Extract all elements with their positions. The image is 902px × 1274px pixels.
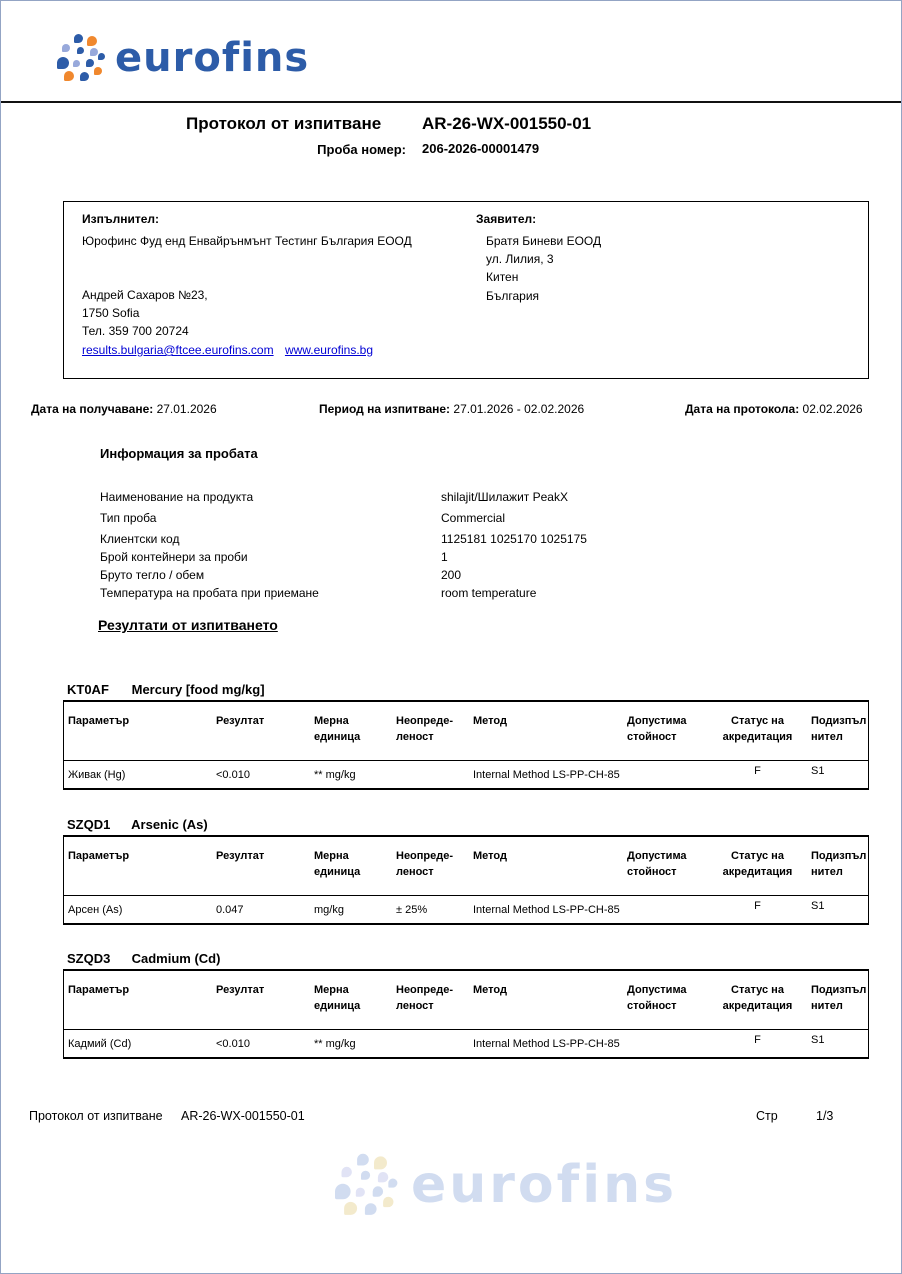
sample-info-label: Тип проба [100,511,157,525]
sample-info-value: 1125181 1025170 1025175 [441,532,587,546]
result-table-caption [63,682,869,698]
date-received-value: 27.01.2026 [156,402,217,416]
executor-label: Изпълнител: [82,212,160,226]
footer-page-label: Стр [756,1109,778,1123]
cell-limit [623,896,714,923]
cell-subcontractor: S1 [811,900,825,912]
cell-parameter: Живак (Hg) [68,769,126,781]
result-table-box [63,700,869,790]
col-result: Резултат [216,984,265,996]
col-uncertainty: Неопреде- леност [396,850,454,878]
cell-uncertainty [392,1030,469,1057]
result-table-header [64,837,868,896]
protocol-date [685,402,863,416]
test-name: Arsenic (As) [131,817,208,832]
col-limit: Допустима стойност [627,715,687,743]
col-accreditation: Статус на акредитация [722,984,793,1012]
eurofins-logo [57,29,309,87]
cell-uncertainty [392,761,469,788]
eurofins-logo-text: eurofins [115,35,310,81]
result-table-box [63,969,869,1059]
executor-address-line1: Андрей Сахаров №23, [82,288,208,302]
col-unit: Мерна единица [314,850,361,878]
cell-result: <0.010 [216,1038,250,1050]
col-method: Метод [473,850,507,862]
sample-info-value: 1 [441,550,448,564]
cell-uncertainty: ± 25% [396,904,428,916]
protocol-date-value: 02.02.2026 [802,402,863,416]
cell-result: <0.010 [216,769,250,781]
col-accreditation: Статус на акредитация [722,715,793,743]
cell-unit: mg/kg [314,904,344,916]
sample-info-title: Информация за пробата [100,446,258,461]
sample-number-label: Проба номер: [317,142,406,157]
col-parameter: Параметър [68,984,130,996]
sample-info-row [100,567,740,585]
executor-address-line2: 1750 Sofia [82,306,140,320]
client-address-line1: ул. Лилия, 3 [486,252,554,266]
sample-info-value: 200 [441,568,462,582]
footer-doc-label: Протокол от изпитване [29,1109,163,1123]
cell-result: 0.047 [216,904,244,916]
result-table-header [64,971,868,1030]
test-code: SZQD1 [67,817,111,832]
col-uncertainty: Неопреде- леност [396,715,454,743]
eurofins-logo-icon [57,34,105,82]
result-table-header [64,702,868,761]
result-table-arsenic [63,817,869,925]
executor-company: Юрофинс Фуд енд Енвайрънмънт Тестинг България ЕООД [82,234,412,248]
cell-limit [623,761,714,788]
col-unit: Мерна единица [314,715,361,743]
footer-page-value: 1/3 [816,1109,834,1123]
sample-info-row [100,510,740,528]
cell-subcontractor: S1 [811,1034,825,1046]
eurofins-watermark [335,1155,677,1215]
client-label: Заявител: [476,212,537,226]
cell-parameter: Кадмий (Cd) [68,1038,132,1050]
footer-doc-number: AR-26-WX-001550-01 [181,1109,305,1123]
cell-accreditation: F [754,765,761,777]
sample-info-label: Брой контейнери за проби [100,550,248,564]
result-table-caption [63,817,869,833]
sample-info-value: shilajit/Шилажит PeakX [441,490,568,504]
executor-phone: Тел. 359 700 20724 [82,324,189,338]
sample-info-value: room temperature [441,586,537,600]
col-unit: Мерна единица [314,984,361,1012]
col-uncertainty: Неопреде- леност [396,984,454,1012]
result-table-mercury [63,682,869,790]
report-number: AR-26-WX-001550-01 [422,114,592,133]
executor-email-link[interactable]: results.bulgaria@ftcee.eurofins.com [82,343,274,357]
cell-unit: ** mg/kg [314,1038,356,1050]
test-period [319,402,584,416]
sample-info-value: Commercial [441,511,506,525]
sample-info-label: Наименование на продукта [100,490,254,504]
cell-accreditation: F [754,1034,761,1046]
result-table-cadmium [63,951,869,1059]
client-address-line3: България [486,289,540,303]
col-method: Метод [473,715,507,727]
sample-number-value: 206-2026-00001479 [422,141,540,156]
header-divider [1,101,902,103]
test-code: KT0AF [67,682,109,697]
result-row [64,896,868,923]
sample-info-label: Бруто тегло / обем [100,568,205,582]
parties-box [63,201,869,379]
col-parameter: Параметър [68,850,130,862]
protocol-date-label: Дата на протокола: [685,402,800,416]
sample-info-row [100,489,740,507]
test-name: Mercury [food mg/kg] [131,682,265,697]
col-subcontractor: Подизпъл нител [811,984,867,1012]
cell-method: Internal Method LS-PP-CH-85 [473,1038,620,1050]
col-subcontractor: Подизпъл нител [811,715,867,743]
col-result: Резултат [216,715,265,727]
client-name: Братя Биневи ЕООД [486,234,602,248]
test-period-label: Период на изпитване: [319,402,451,416]
sample-info-label: Клиентски код [100,532,180,546]
executor-links [82,341,373,359]
cell-accreditation: F [754,900,761,912]
eurofins-watermark-icon [335,1154,397,1216]
cell-subcontractor: S1 [811,765,825,777]
result-table-box [63,835,869,925]
document-title: Протокол от изпитване [186,114,382,133]
col-accreditation: Статус на акредитация [722,850,793,878]
result-table-caption [63,951,869,967]
sample-info-label: Температура на пробата при приемане [100,586,319,600]
cell-parameter: Арсен (As) [68,904,123,916]
sample-info-row [100,549,740,567]
col-parameter: Параметър [68,715,130,727]
result-row [64,1030,868,1057]
col-result: Резултат [216,850,265,862]
cell-method: Internal Method LS-PP-CH-85 [473,904,620,916]
eurofins-watermark-text: eurofins [411,1155,678,1215]
client-address-line2: Китен [486,270,519,284]
results-title: Резултати от изпитването [98,617,278,633]
cell-method: Internal Method LS-PP-CH-85 [473,769,620,781]
sample-info-row [100,585,740,603]
test-code: SZQD3 [67,951,111,966]
col-limit: Допустима стойност [627,850,687,878]
result-row [64,761,868,788]
cell-unit: ** mg/kg [314,769,356,781]
executor-website-link[interactable]: www.eurofins.bg [284,343,373,357]
test-name: Cadmium (Cd) [131,951,221,966]
col-limit: Допустима стойност [627,984,687,1012]
cell-limit [623,1030,714,1057]
date-received-label: Дата на получаване: [31,402,154,416]
col-method: Метод [473,984,507,996]
col-subcontractor: Подизпъл нител [811,850,867,878]
date-received [31,402,217,416]
sample-info-row [100,531,740,549]
sample-info-list [100,489,740,603]
test-period-value: 27.01.2026 - 02.02.2026 [453,402,585,416]
